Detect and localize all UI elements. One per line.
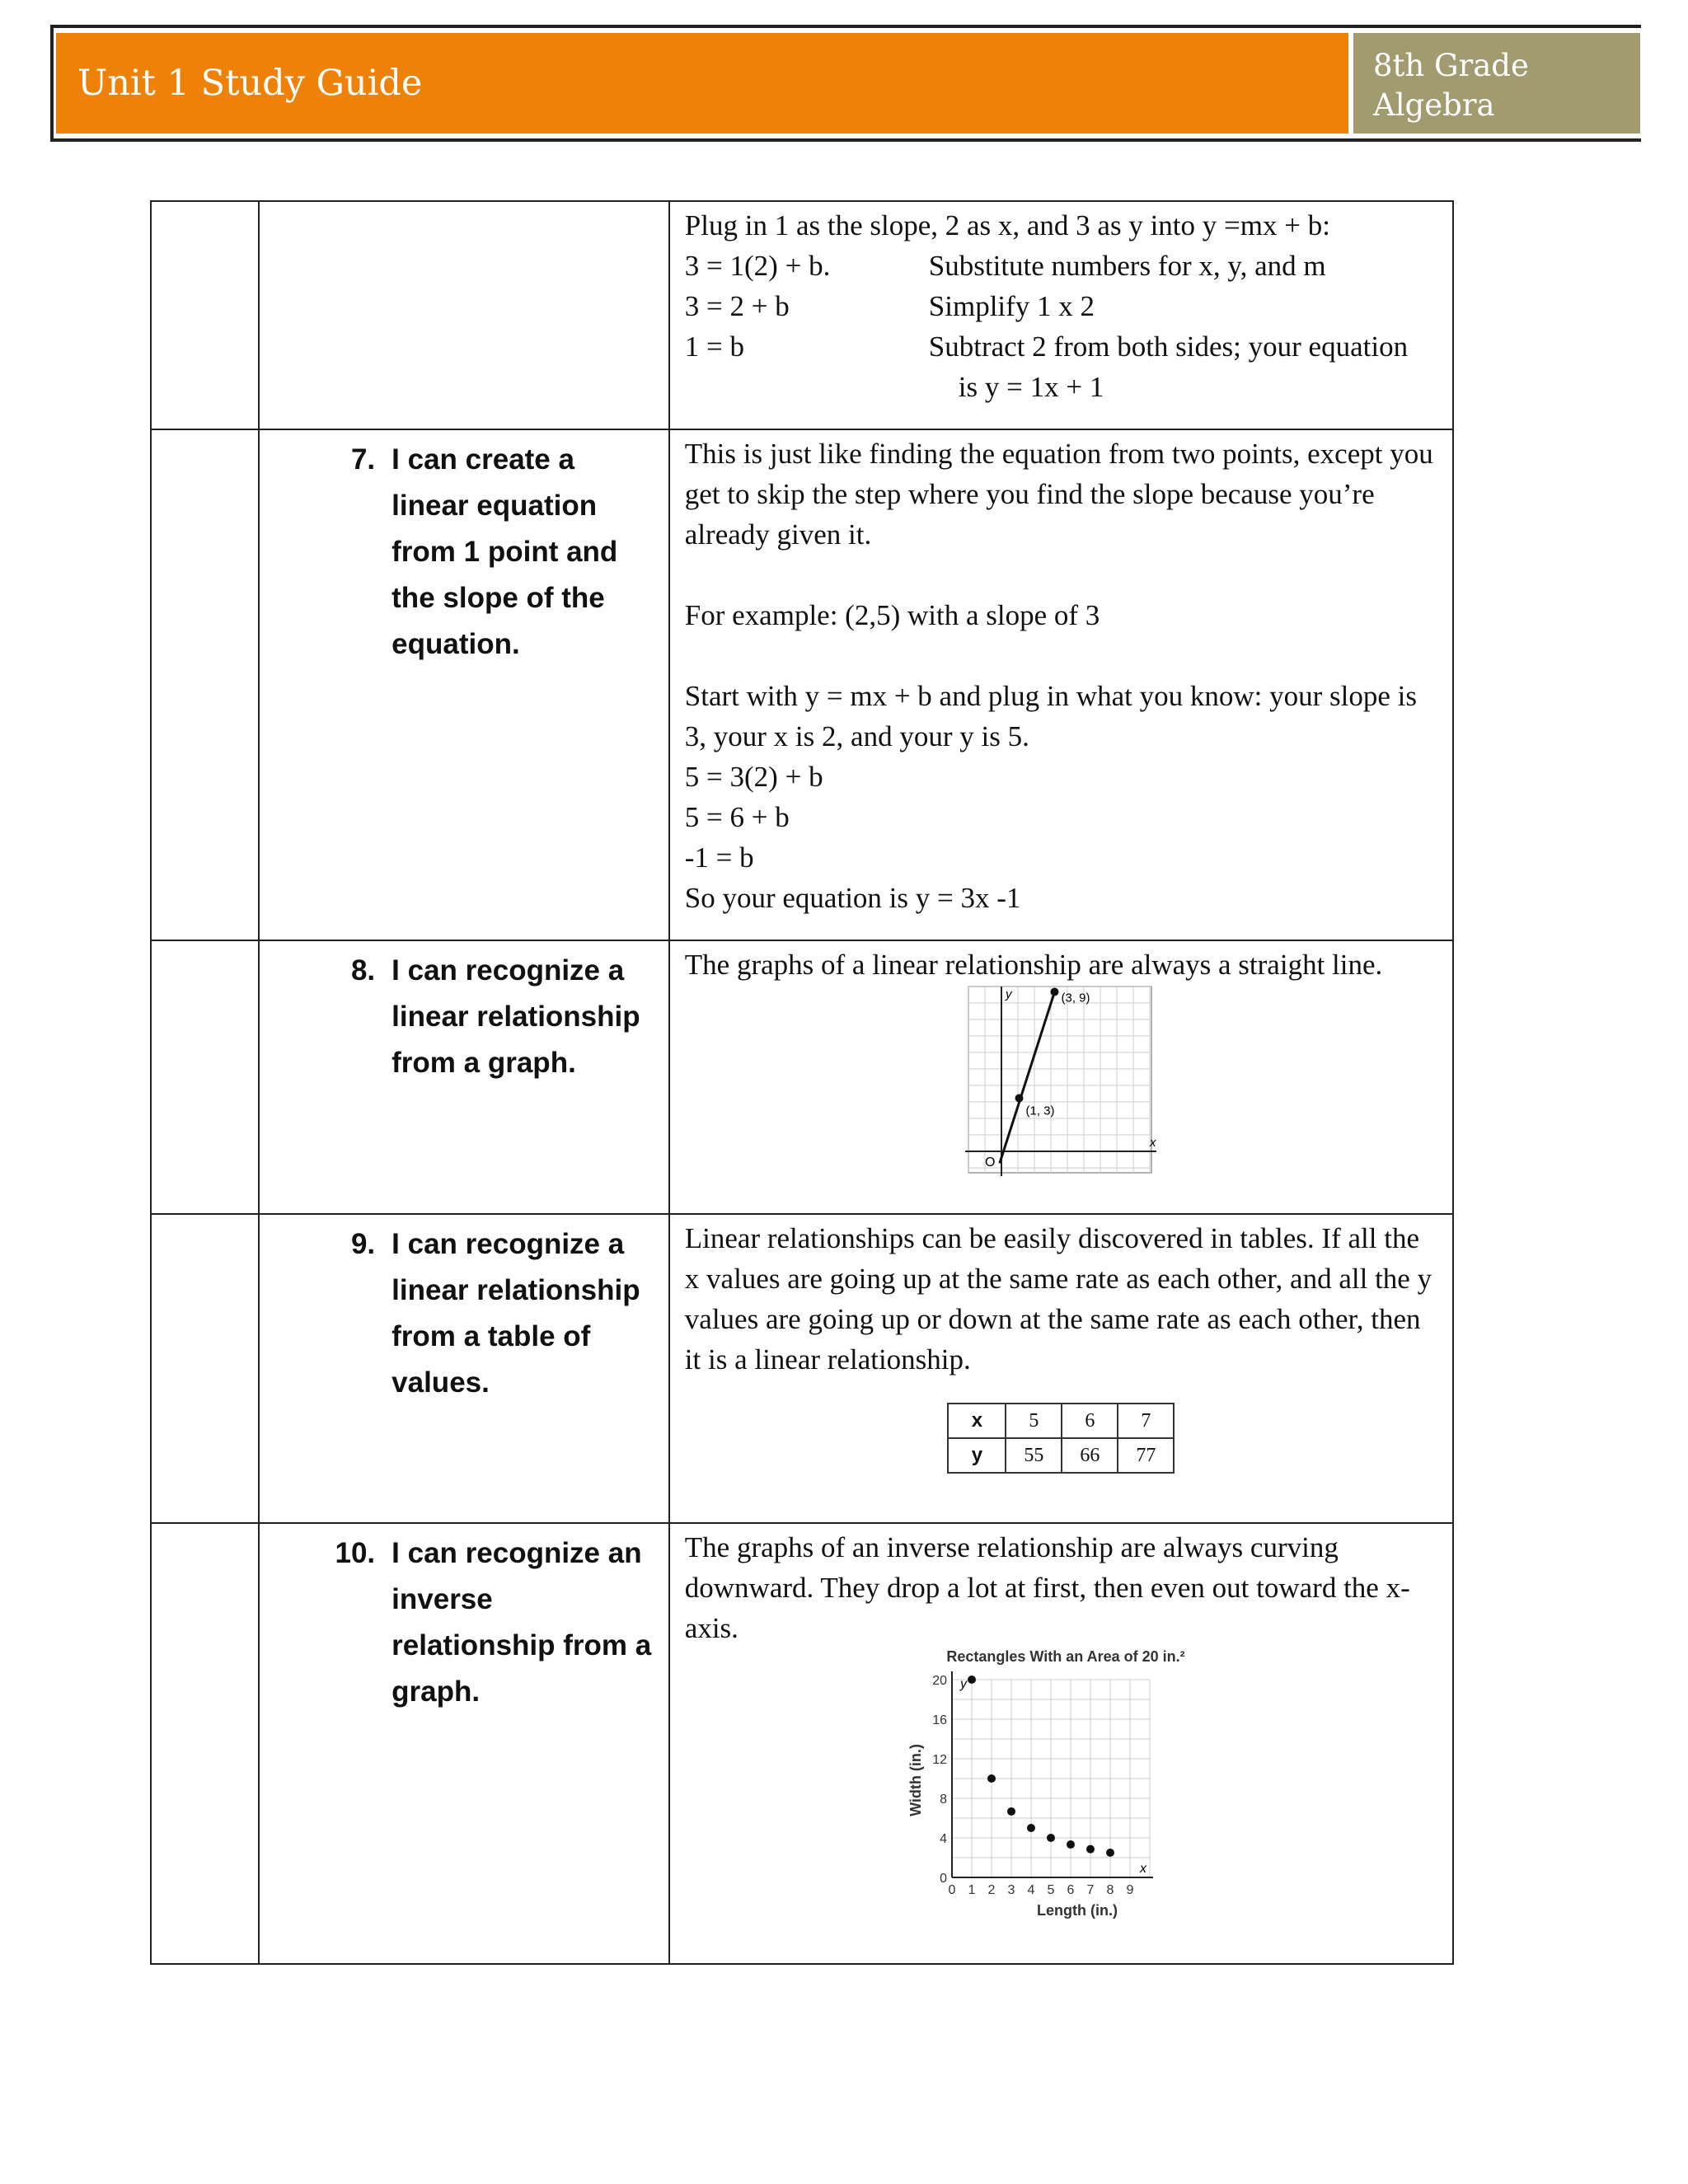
x-axis-title: Length (in.): [1037, 1902, 1118, 1919]
goal-cell: [259, 940, 669, 1214]
paragraph: Linear relationships can be easily discovered in tables. If all the x values are going up at the same rate as each other, and all the y values are going up or down at the same rate as each other, then it is a linear relationship.: [684, 1222, 1432, 1376]
table-header-x: x: [948, 1404, 1006, 1438]
y-axis-title: Width (in.): [907, 1744, 925, 1816]
prev-intro: Plug in 1 as the slope, 2 as x, and 3 as y into y =mx + b:: [684, 209, 1330, 241]
equation-line: 5 = 6 + b: [684, 801, 790, 833]
header-rule-left: [50, 25, 54, 142]
explanation-cell: [669, 940, 1453, 1214]
values-row-x: [948, 1404, 1174, 1438]
step-note: Subtract 2 from both sides; your equation: [928, 330, 1409, 363]
scatter-point: [1047, 1834, 1055, 1842]
table-cell: 5: [1006, 1404, 1062, 1438]
paragraph: The graphs of a linear relationship are always a straight line.: [684, 949, 1383, 981]
goal-cell: [259, 429, 669, 940]
y-tick-label: 4: [940, 1832, 948, 1846]
equation-line: 5 = 3(2) + b: [684, 761, 823, 793]
paragraph: For example: (2,5) with a slope of 3: [684, 599, 1100, 631]
table-row: [151, 1523, 1453, 1964]
x-tick-label: 5: [1047, 1883, 1055, 1897]
x-tick-label: 3: [1007, 1883, 1015, 1897]
page-title: Unit 1 Study Guide: [77, 63, 423, 104]
y-axis-label: y: [1006, 987, 1012, 1001]
graph-point: [1015, 1094, 1024, 1103]
inverse-chart: [904, 1648, 1217, 1920]
study-guide-table: [150, 200, 1454, 1965]
point-label: (3, 9): [1061, 991, 1090, 1005]
table-row: [151, 429, 1453, 940]
scatter-point: [987, 1774, 996, 1783]
origin-label: O: [985, 1155, 996, 1169]
table-row: [151, 1214, 1453, 1523]
x-tick-label: 8: [1106, 1883, 1114, 1897]
check-cell: [151, 940, 259, 1214]
header-rule-bottom: [50, 138, 1641, 142]
goal-number: 10.: [335, 1537, 376, 1569]
x-tick-label: 0: [948, 1883, 956, 1897]
goal-cell: [259, 201, 669, 429]
check-cell: [151, 1523, 259, 1964]
explanation-cell: [669, 201, 1453, 429]
goal-text: I can recognize an inverse relationship from a graph.: [392, 1537, 652, 1708]
table-cell: 55: [1006, 1438, 1062, 1473]
scatter-point: [1086, 1845, 1095, 1854]
table-cell: 7: [1118, 1404, 1174, 1438]
equation-line: So your equation is y = 3x -1: [684, 882, 1021, 914]
step-note: Simplify 1 x 2: [928, 290, 1095, 322]
scatter-point: [1106, 1849, 1114, 1857]
header-title-bar: [56, 33, 1348, 134]
explanation-cell: [669, 1214, 1453, 1523]
y-tick-label: 20: [932, 1674, 948, 1688]
step-row: [685, 326, 1441, 367]
goal-cell: [259, 1523, 669, 1964]
header-course-box: [1353, 33, 1640, 134]
x-tick-label: 9: [1126, 1883, 1134, 1897]
graph-frame: [968, 987, 1151, 1173]
course-line-1: 8th Grade: [1373, 48, 1529, 83]
goal-text: I can recognize a linear relationship from a graph.: [392, 954, 640, 1079]
values-table: [947, 1403, 1175, 1474]
y-tick-label: 8: [940, 1793, 948, 1807]
y-tick-label: 0: [940, 1872, 948, 1886]
y-tick-label: 16: [932, 1713, 948, 1727]
step-equation: 3 = 1(2) + b.: [684, 250, 831, 282]
values-row-y: [948, 1438, 1174, 1473]
explanation-cell: [669, 1523, 1453, 1964]
graph-point: [1051, 988, 1059, 996]
point-label: (1, 3): [1025, 1104, 1055, 1118]
linear-line: [1000, 992, 1055, 1164]
step-note: Substitute numbers for x, y, and m: [928, 250, 1326, 282]
header-rule-top: [50, 25, 1641, 28]
paragraph: The graphs of an inverse relationship are always curving downward. They drop a lot at first, then even out toward the x-axis.: [684, 1531, 1410, 1644]
step-row: [685, 246, 1441, 286]
goal-text: I can recognize a linear relationship from a table of values.: [392, 1228, 640, 1399]
step-equation: 3 = 2 + b: [684, 290, 790, 322]
check-cell: [151, 201, 259, 429]
x-tick-label: 6: [1067, 1883, 1075, 1897]
goal-number: 8.: [350, 954, 376, 987]
linear-graph: [964, 985, 1158, 1178]
table-cell: 6: [1062, 1404, 1118, 1438]
course-line-2: Algebra: [1373, 87, 1495, 123]
scatter-point: [968, 1675, 976, 1684]
check-cell: [151, 429, 259, 940]
x-tick-label: 7: [1086, 1883, 1095, 1897]
x-tick-label: 2: [987, 1883, 996, 1897]
step-equation: 1 = b: [684, 330, 745, 363]
scatter-point: [1007, 1807, 1015, 1816]
table-cell: 66: [1062, 1438, 1118, 1473]
table-row: [151, 940, 1453, 1214]
y-axis-letter: y: [960, 1677, 968, 1691]
y-tick-label: 12: [932, 1753, 948, 1767]
goal-number: 7.: [350, 443, 376, 476]
table-row: [151, 201, 1453, 429]
explanation-cell: [669, 429, 1453, 940]
x-tick-label: 4: [1027, 1883, 1035, 1897]
x-axis-label: x: [1150, 1136, 1156, 1150]
goal-cell: [259, 1214, 669, 1523]
chart-title: Rectangles With an Area of 20 in.²: [946, 1648, 1186, 1665]
goal-text: I can create a linear equation from 1 point and the slope of the equation.: [392, 443, 618, 660]
step-row: [685, 286, 1441, 326]
x-axis-letter: x: [1140, 1862, 1147, 1876]
equation-line: -1 = b: [684, 841, 754, 874]
paragraph: Start with y = mx + b and plug in what you know: your slope is 3, your x is 2, and your y is 5.: [684, 680, 1417, 752]
goal-number: 9.: [350, 1228, 376, 1260]
scatter-point: [1067, 1840, 1075, 1849]
paragraph: This is just like finding the equation from two points, except you get to skip the step where you find the slope because you’re already given it.: [684, 438, 1433, 551]
check-cell: [151, 1214, 259, 1523]
table-header-y: y: [948, 1438, 1006, 1473]
x-tick-label: 1: [968, 1883, 976, 1897]
scatter-point: [1027, 1824, 1035, 1832]
table-cell: 77: [1118, 1438, 1174, 1473]
prev-result: is y = 1x + 1: [958, 371, 1104, 403]
